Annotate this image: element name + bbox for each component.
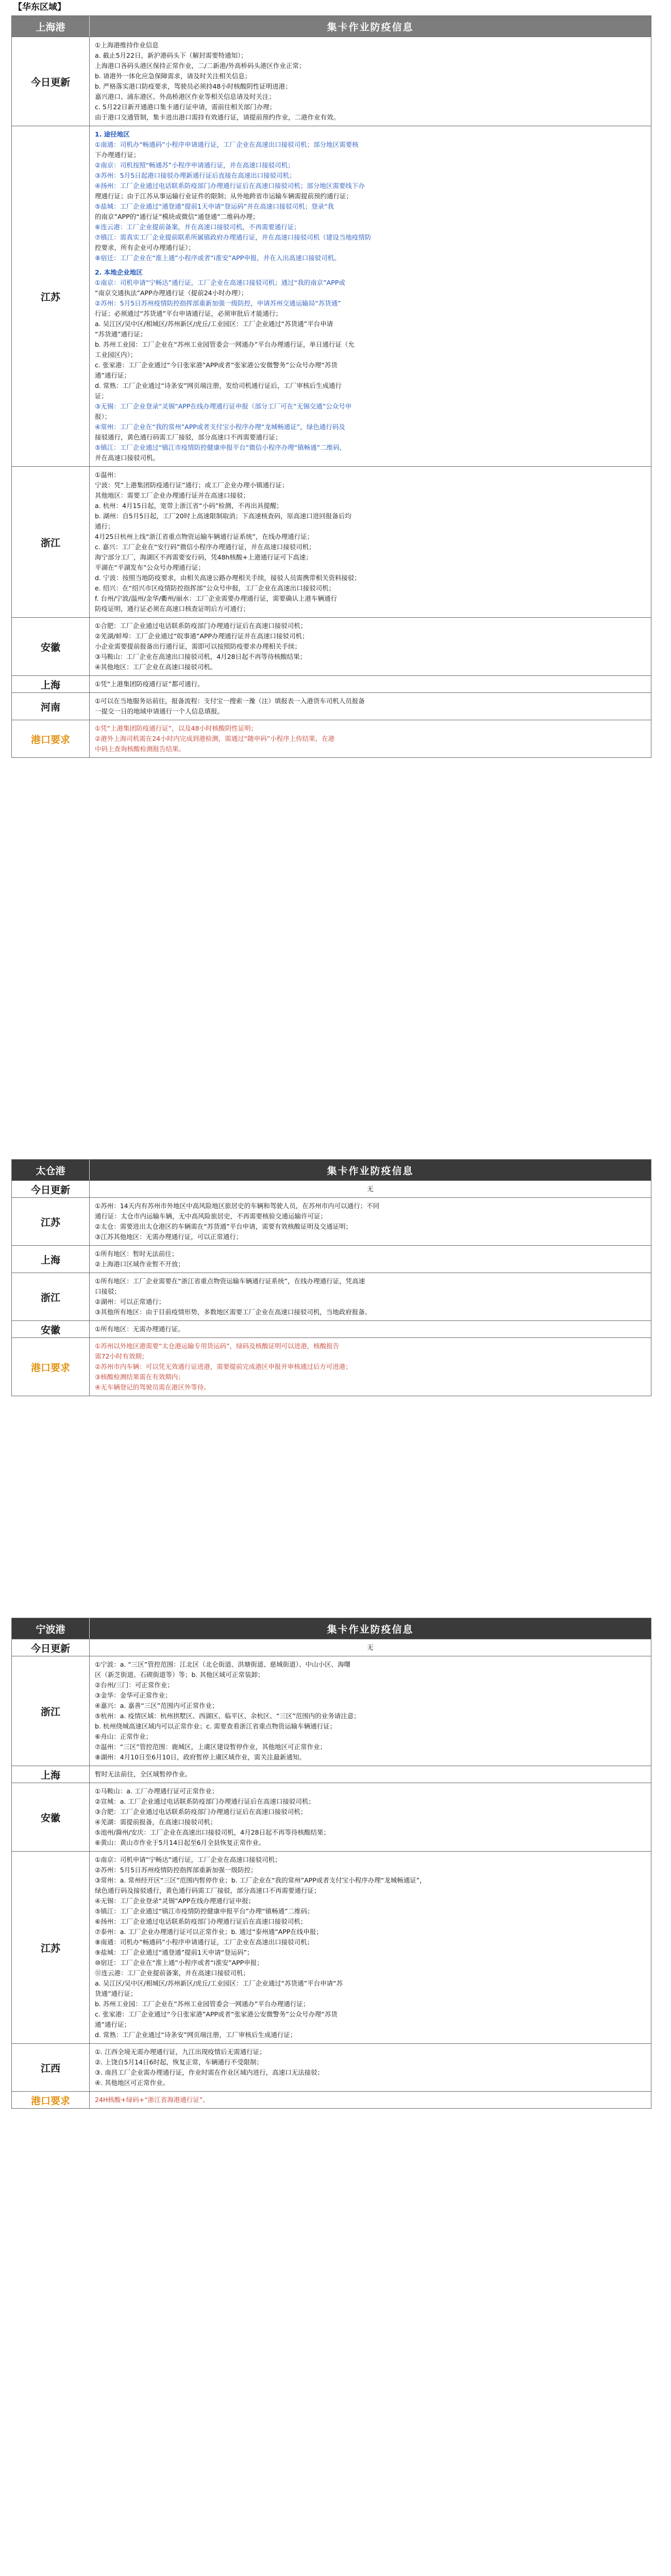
content-line: ②芜湖/蚌埠：工厂企业通过“皖事通”APP办理通行证并在高速口接驳司机； [95, 632, 309, 640]
info-row [12, 1320, 651, 1337]
row-label: 江苏 [12, 1198, 90, 1245]
info-row [12, 1197, 651, 1245]
content-line: ①上海港维持作业信息 [95, 41, 159, 49]
content-line: d. 常熟：工厂企业通过“诗条安”网页端注册，工厂审核后生成通行证； [95, 2031, 297, 2039]
row-content [90, 2092, 651, 2108]
content-line: 并在高速口接驳司机。 [95, 454, 160, 462]
content-line: ①所有地区：工厂企业需要在“浙江省重点物资运输车辆通行证系统”，在线办理通行证，凭高速 [95, 1277, 365, 1285]
row-content [90, 693, 651, 720]
content-line: 通行； [95, 522, 114, 530]
content-line: ⑦泰州：a. 工厂企业办理通行证可以正常作业；b. 通过“泰州通”APP在线申报； [95, 1928, 323, 1936]
info-row [12, 617, 651, 675]
info-row [12, 1766, 651, 1783]
port-header-title: 集卡作业防疫信息 [327, 1623, 414, 1635]
row-label: 港口要求 [12, 1338, 90, 1396]
info-row [12, 1245, 651, 1273]
content-line: 无 [367, 1185, 374, 1193]
content-line: 防疫证明，通行证必须在高速口核查证明后方可通行； [95, 605, 250, 613]
content-line: ①南京：司机申请“宁畅达”通行证，工厂企业在高速口接驳司机；通过“我的南京”APP或 [95, 279, 345, 286]
content-line: 通”通行证； [95, 2021, 130, 2028]
content-line: ①. 江西全境无需办理通行证，九江出现疫情后无需通行证； [95, 2048, 266, 2056]
row-content [90, 1783, 651, 1851]
content-line: 口接驳； [95, 1287, 121, 1295]
content-line: ①马鞍山：a. 工厂办理通行证可正常作业； [95, 1787, 219, 1795]
content-line: ④芜湖：需提前报备，在高速口接驳司机； [95, 1818, 217, 1826]
row-label: 浙江 [12, 1656, 90, 1766]
info-row [12, 2091, 651, 2108]
content-line: ②苏州市内车辆：可以凭无效通行证进港，需要提前完成港区申报并审核通过后方可进港； [95, 1363, 352, 1370]
content-line: ①合肥：工厂企业通过电话联系防疫部门办理通行证后在高速口接驳司机； [95, 622, 307, 630]
info-row [12, 1337, 651, 1396]
port-name: 上海港 [12, 16, 90, 37]
content-line: ③无锡：工厂企业登录“灵锡”APP在线办理通行证申报（部分工厂可在“无锡交通”公众号申 [95, 402, 352, 410]
row-label: 安徽 [12, 1783, 90, 1851]
region-title: 【华东区域】 [13, 2, 66, 12]
info-row [12, 1783, 651, 1851]
content-line: d. 常熟：工厂企业通过“诗条安”网页端注册，发给司机通行证后，工厂审核后生成通行 [95, 382, 342, 389]
content-line: ⑥扬州：工厂企业通过电话联系防疫部门办理通行证后在高速口接驳司机； [95, 1918, 307, 1925]
content-line: ③常州：a. 常州经开区“三区”范围内暂停作业；b. 工厂企业在“我的常州”APP或者支付宝小程序办理“龙城畅通证”， [95, 1876, 426, 1884]
row-content [90, 1321, 651, 1337]
content-line: 平湖在“平湖发布”公众号办理通行证； [95, 564, 205, 571]
content-line: ④常州：工厂企业在“我的常州”APP或者支付宝小程序办理“龙城畅通证”，绿色通行码及 [95, 423, 345, 431]
row-content [90, 1273, 651, 1320]
row-content [90, 618, 651, 675]
content-line: c. 张家港：工厂企业通过“今日张家港”APP或者“张家港公安微警务”公众号办理“苏货 [95, 361, 338, 369]
content-line: “苏货通”通行证； [95, 330, 147, 338]
content-line: b. 湖州：自5月5日起，工厂20时上高速限制取消；下高速核查码，原高速口进回报备后均 [95, 512, 351, 520]
content-line: ①南京：司机申请“宁畅达”通行证，工厂企业在高速口接驳司机； [95, 1856, 281, 1863]
content-line: 通行证：太仓市内运输车辆，无中高风险旅居史，不再需要核验交通运输许可证； [95, 1212, 327, 1220]
info-row [12, 1273, 651, 1320]
content-line: ⑥连云港：工厂企业提前备案，并在高速口接驳司机，不再需要通行证； [95, 223, 300, 231]
row-content [90, 1656, 651, 1766]
row-content [90, 1338, 651, 1396]
content-line: 4月25日杭州上线“浙江省重点物资运输车辆通行证系统”，在线办理通行证； [95, 533, 314, 540]
content-line: a. 吴江区/吴中区/相城区/苏州新区/虎丘/工业园区：工厂企业通过“苏货通”平台申请 [95, 320, 333, 328]
content-line: ④其他地区：工厂企业在高速口接驳司机。 [95, 663, 217, 671]
port-section [11, 15, 651, 758]
port-header-title: 集卡作业防疫信息 [327, 21, 414, 33]
content-line: ①温州： [95, 471, 120, 479]
row-label: 今日更新 [12, 1639, 90, 1656]
row-label: 安徽 [12, 1321, 90, 1337]
content-line: c. 嘉兴：工厂企业在“安行码”微信小程序办理通行证，并在高速口接驳司机； [95, 543, 315, 551]
content-line: 区（新芝街道、石碶街道等）等；b. 其他区域可正常装卸； [95, 1671, 264, 1679]
content-line: ①苏州以外地区港需要“太仓港运输专用货运码”，绿码及核酸证明可以进港，核酸报告 [95, 1342, 340, 1350]
row-label: 今日更新 [12, 37, 90, 126]
port-section [11, 1618, 651, 2109]
row-label: 上海 [12, 1766, 90, 1783]
content-line: ②港外上海司机需在24小时内完成到港检测，需通过“随申码”小程序上传结果，在港 [95, 735, 335, 742]
row-content [90, 1198, 651, 1245]
content-line: ②上海港口区域作业暂不开放； [95, 1260, 184, 1268]
content-line: ④扬州：工厂企业通过电话联系防疫部门办理通行证后在高速口接驳司机；部分地区需要线下办 [95, 182, 365, 190]
port-header-title: 集卡作业防疫信息 [327, 1165, 414, 1177]
content-line: ③其他所有地区：由于目前疫情形势，多数地区需要工厂企业在高速口接驳司机，当地政府报备。 [95, 1308, 372, 1316]
content-line: 上海港口各码头港区保持正常作业，二/二新港/外高桥码头港区作业正常； [95, 62, 306, 70]
content-line: c. 5月22日新开通港口集卡通行证申请，需前往相关部门办理； [95, 103, 276, 111]
content-line: c. 张家港：工厂企业通过“今日张家港”APP或者“张家港公安微警务”公众号办理“苏货 [95, 2010, 338, 2018]
content-line: ⑤杭州：a. 疫情区域：杭州拱墅区、西湖区、临平区、余杭区、“三区”范围内的业务请注意； [95, 1712, 360, 1720]
row-content [90, 1766, 651, 1783]
content-line: 的南京”APP的“通行证”模块或微信“通登通”二维码办理； [95, 213, 259, 221]
content-line: b. 杭州绕城高速区域内可以正常作业；c. 需要查看浙江省重点物资运输车辆通行证； [95, 1722, 337, 1730]
content-line: d. 宁波：按照当地防疫要求，由相关高速公路办理相关手续，接驳人员需携带相关资料接驳； [95, 574, 361, 582]
row-content [90, 676, 651, 692]
row-label: 安徽 [12, 618, 90, 675]
content-line: ①宁波：a. “三区”管控范围：江北区（北仑街道、洪塘街道、慈城街道）、中山小区、海曙 [95, 1660, 351, 1668]
content-line: ④. 其他地区可正常作业。 [95, 2079, 170, 2087]
content-line: 货通”通行证； [95, 1990, 137, 1997]
content-line: ②宣城：a. 工厂企业通过电话联系防疫部门办理通行证后在高速口接驳司机； [95, 1798, 315, 1805]
content-line: ②苏州：5月5日苏州疫情防控指挥部重新加强一级防控； [95, 1866, 257, 1874]
content-line: ②湖州：可以正常通行； [95, 1298, 165, 1306]
content-line: 理通行证；由于江苏从事运输行业证件的限制；从外地跨省市运输车辆需提前预约通行证； [95, 192, 353, 200]
row-label: 港口要求 [12, 720, 90, 757]
content-line: ②苏州：5月5日苏州疫情防控指挥部重新加强一级防控，申请苏州交通运输局“苏货通” [95, 299, 341, 307]
content-line: b. 苏州工业园：工厂企业在“苏州工业园管委会一网通办”平台办理通行证； [95, 2000, 310, 2008]
content-line: ③. 南昌工厂企业需办理通行证，作业时需在作业区域内进行，高速口无法接驳； [95, 2069, 324, 2076]
content-line: 无 [367, 1643, 374, 1651]
content-line: ①苏州：14天内有苏州市外地区中高风险地区旅居史的车辆和驾驶人员，在苏州市内可以通行；不同 [95, 1202, 380, 1210]
row-content [90, 126, 651, 466]
content-line: 证； [95, 392, 108, 400]
content-line: ⑦镇江：需真实工厂企业提前联系所属镇政府办理通行证，并在高速口接驳司机（建设当地疫情防 [95, 233, 372, 241]
info-row [12, 2043, 651, 2091]
info-row [12, 1639, 651, 1656]
content-line: b. 苏州工业园：工厂企业在“苏州工业园管委会一网通办”平台办理通行证，单日通行证（允 [95, 341, 355, 348]
content-line: ③核酸检测结果需在有效期内； [95, 1373, 184, 1381]
content-line: ⑤镇江：工厂企业通过“镇江市疫情防控健康申报平台”微信小程序办理“镇畅通”二维码， [95, 444, 346, 451]
row-label: 上海 [12, 1246, 90, 1273]
info-row [12, 1851, 651, 2043]
port-name: 太仓港 [12, 1160, 90, 1180]
content-line: ⑨盐城：工厂企业通过“通登通”提前1天申请“登运码”； [95, 1948, 254, 1956]
content-line: e. 绍兴：在“绍兴市区疫情防控指挥部”公众号申报，工厂企业在高速出口接驳司机； [95, 584, 336, 592]
content-line: ②太仓：需要进出太仓港区的车辆需在“苏货通”平台申请，需要有效核酸证明及交通证明； [95, 1223, 353, 1230]
content-line: ①所有地区：无需办理通行证。 [95, 1325, 184, 1333]
port-header [12, 1618, 651, 1639]
content-line: f. 台州/宁波/温州/金华/衢州/丽水：工厂企业需要办理通行证，需要确认上港车辆通行 [95, 595, 337, 602]
content-line: 通”通行证； [95, 371, 130, 379]
content-line: b. 请港外一体化应急保障需求，请及时关注相关信息； [95, 72, 251, 80]
content-line: 接驳通行，黄色通行码需工厂接驳，部分高速口不再需要通行证； [95, 433, 282, 441]
row-content [90, 1639, 651, 1656]
content-line: ⑤镇江：工厂企业通过“镇江市疫情防控健康申报平台”办理“镇畅通”二维码； [95, 1907, 314, 1915]
content-line: ④无锡：工厂企业登录“灵锡”APP在线办理通行证申报； [95, 1897, 255, 1905]
content-line: ④嘉兴：a. 嘉善“三区”范围内可正常作业； [95, 1702, 219, 1709]
info-row [12, 1180, 651, 1197]
content-line: ①所有地区：暂时无法前往； [95, 1250, 178, 1258]
content-line: 嘉兴港口、浦东港区、外高桥港区作业等相关信息请及时关注； [95, 93, 276, 100]
content-line: b. 严格落实港口防疫要求，驾驶员必须持48小时核酸阴性证明进港； [95, 82, 292, 90]
row-label: 江西 [12, 2044, 90, 2091]
port-section [11, 1159, 651, 1396]
content-line: “南京交通执法”APP办理通行证（提前24小时办理）； [95, 289, 248, 297]
row-label: 江苏 [12, 126, 90, 466]
port-header [12, 1160, 651, 1180]
info-row [12, 126, 651, 466]
content-line: a. 吴江区/吴中区/相城区/苏州新区/虎丘/工业园区：工厂企业通过“苏货通”平台申请“苏 [95, 1979, 343, 1987]
row-label: 今日更新 [12, 1181, 90, 1197]
content-line: ③金华：金华可正常作业； [95, 1691, 172, 1699]
content-line: 一提交一日的地域申请通行一个人信息填报。 [95, 707, 224, 715]
row-label: 上海 [12, 676, 90, 692]
info-row [12, 37, 651, 126]
content-line: ③苏州：5月5日起港口接驳办理新通行证后直接在高速出口接驳司机； [95, 172, 296, 179]
content-line: ②台州/三门：可正常作业； [95, 1681, 174, 1689]
content-line: ⑧湖州：4月10日至6月10日，政府暂停上虞区域作业，需关注最新通知。 [95, 1753, 306, 1761]
content-line: 中码上查询核酸检测报告结果。 [95, 745, 186, 753]
row-label: 港口要求 [12, 2092, 90, 2108]
content-line: 需72小时有效期； [95, 1352, 148, 1360]
content-line: 工业园区内）； [95, 351, 137, 359]
content-line: 行证；必须通过“苏货通”平台申请通行证，必须审批后才能通行； [95, 310, 282, 317]
content-line: 2. 本地企业地区 [95, 268, 143, 276]
row-label: 江苏 [12, 1852, 90, 2043]
content-line: 1. 途径地区 [95, 130, 130, 138]
content-line: ②南京：司机按照“畅通苏”小程序申请通行证，并在高速口接驳司机； [95, 161, 294, 169]
content-line: ⑤池州/滁州/安庆：工厂企业在高速出口接驳司机，4月28日起不再等待核酸结果； [95, 1828, 330, 1836]
row-content [90, 1852, 651, 2043]
content-line: 海宁部分工厂，海湖区不再需要安行码，凭48h核酸+上港通行证可下高速； [95, 553, 312, 561]
row-label: 浙江 [12, 1273, 90, 1320]
row-content [90, 467, 651, 617]
content-line: ①可以在当地服务站前往，报备流程：支付宝一搜索一豫（注）填报表一入港货车司机人员报备 [95, 697, 365, 705]
port-name: 宁波港 [12, 1618, 90, 1639]
content-line: ③合肥：工厂企业通过电话联系防疫部门办理通行证后在高速口接驳司机； [95, 1808, 307, 1816]
content-line: 小企业需要提前报备出行通行证，需即可以按照防疫要求办理相关手续； [95, 642, 301, 650]
content-line: 24H核酸+绿码+“浙江省海港通行证”。 [95, 2096, 209, 2104]
content-line: ②. 上饶自5月14日6时起，恢复正常，车辆通行不受限制； [95, 2058, 263, 2066]
row-content [90, 37, 651, 126]
content-line: ⑥黄山：黄山市作业于5月14日起至6月全县恢复正常作业。 [95, 1839, 265, 1846]
row-label: 河南 [12, 693, 90, 720]
content-line: a. 杭州：4月15日起，宽带上浙江省“小码”检测，不再出具提醒； [95, 502, 283, 510]
content-line: a. 截止5月22日，新沪港码头下（解封需要特通知）； [95, 52, 247, 59]
content-line [95, 263, 646, 267]
content-line: ⑩宿迁：工厂企业在“淮上通”小程序或者“i淮安”APP申报； [95, 1959, 263, 1967]
content-line: 控要求，所有企业可办理通行证）； [95, 244, 195, 251]
content-line: 其他地区：需要工厂企业办理通行证并在高速口接驳； [95, 492, 250, 499]
row-content [90, 720, 651, 757]
content-line: 报）； [95, 413, 111, 420]
info-row [12, 720, 651, 757]
content-line: ⑪连云港：工厂企业提前备案，并在高速口接驳司机； [95, 1969, 250, 1977]
info-row [12, 675, 651, 692]
content-line: 绿色通行码及接驳通行，黄色通行码需工厂接驳，部分高速口不再需要通行证； [95, 1887, 321, 1894]
content-line: ④无车辆登记的驾驶员需在港区外等待。 [95, 1383, 210, 1391]
content-line: ①凭“上港集团防疫通行证”，以及48小时核酸阴性证明； [95, 724, 258, 732]
content-line: ⑧南通：司机办“畅通码”小程序申请通行证，工厂企业在高速出口接驳司机； [95, 1938, 314, 1946]
content-line: 下办理通行证； [95, 151, 140, 159]
row-content [90, 1246, 651, 1273]
content-line: ①南通：司机办“畅通码”小程序申请通行证，工厂企业在高速出口接驳司机；部分地区需要核 [95, 141, 359, 148]
content-line: ⑦温州：“三区”管控范围：鹿城区，上虞区建设暂停作业，其他地区可正常作业； [95, 1743, 327, 1751]
info-row [12, 466, 651, 617]
row-content [90, 1181, 651, 1197]
row-content [90, 2044, 651, 2091]
port-header [12, 16, 651, 37]
content-line: ⑤盐城：工厂企业通过“通登通”提前1天申请“登运码”并在高速口接驳司机；登录“我 [95, 202, 334, 210]
content-line: ③马鞍山：工厂企业在高速出口接驳司机，4月28日起不再等待核酸结果； [95, 653, 307, 660]
content-line: 暂时无法前往，全区域暂停作业。 [95, 1770, 192, 1778]
row-label: 浙江 [12, 467, 90, 617]
content-line: ③江苏其他地区：无需办理通行证，可以正常通行； [95, 1233, 243, 1241]
info-row [12, 692, 651, 720]
content-line: 宁波：凭“上港集团防疫通行证”通行；或工厂企业办理小镇通行证； [95, 481, 289, 489]
content-line: ⑧宿迁：工厂企业在“淮上通”小程序或者“i淮安”APP申报，并在入出高速口接驳司机。 [95, 254, 341, 262]
content-line: ①凭“上港集团防疫通行证”都可通行。 [95, 680, 204, 688]
info-row [12, 1656, 651, 1766]
content-line: ⑥舟山：正常作业； [95, 1733, 153, 1740]
content-line: 由于港口交通管制，集卡进出港口需持有效通行证，请提前预约作业，二港作业有效。 [95, 113, 340, 121]
